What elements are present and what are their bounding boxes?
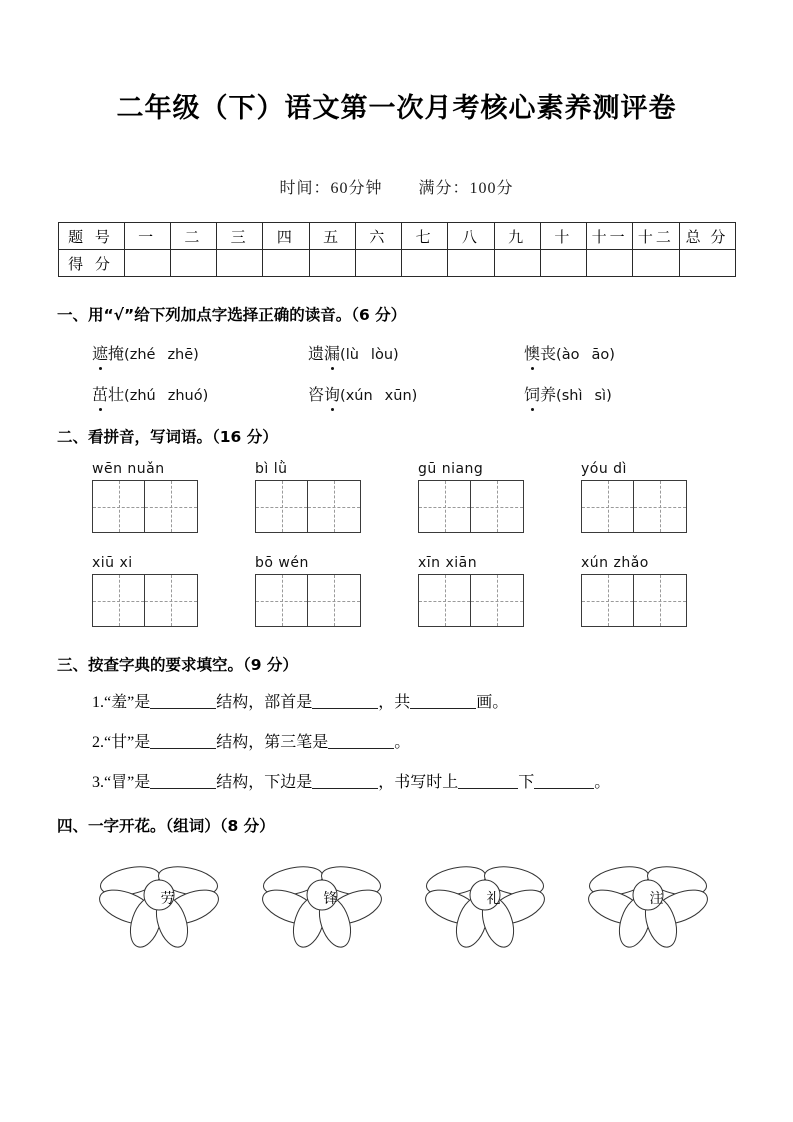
item-text-2: 结构，下边是 xyxy=(216,774,313,792)
score-table-row-label-question: 题 号 xyxy=(58,223,124,250)
pinyin-choice-item[interactable] xyxy=(92,341,308,364)
score-col-6: 六 xyxy=(355,223,401,250)
paren-open: ( xyxy=(340,388,346,405)
score-col-total: 总 分 xyxy=(679,223,735,250)
pinyin-option-b[interactable]: lòu xyxy=(370,347,394,364)
pinyin-choice-item[interactable] xyxy=(524,341,740,364)
tianzige-cell[interactable] xyxy=(308,481,360,532)
item-text-3: ，共 xyxy=(378,694,411,712)
tianzige-pinyin: bō wén xyxy=(255,555,309,572)
fill-blank-item-2 xyxy=(92,729,793,752)
tianzige-box[interactable] xyxy=(255,574,361,627)
tianzige-cell[interactable] xyxy=(145,575,197,626)
pinyin-choice-item[interactable] xyxy=(308,341,524,364)
exam-time: 时间：60分钟 xyxy=(279,180,383,198)
section-1-heading: 一、用“√”给下列加点字选择正确的读音。（6 分） xyxy=(57,306,407,325)
flower-diagram-icon xyxy=(418,852,558,952)
tianzige-box[interactable] xyxy=(581,574,687,627)
fill-blank-item-3 xyxy=(92,769,793,792)
item-text-1: “冒”是 xyxy=(104,774,151,792)
item-number: 3. xyxy=(92,774,104,792)
item-text-2: 结构，部首是 xyxy=(216,694,313,712)
dotted-char: 遮 xyxy=(92,341,108,364)
item-text-2: 结构，第三笔是 xyxy=(216,734,329,752)
paren-close: ) xyxy=(606,388,612,405)
dotted-char: 询 xyxy=(324,382,340,405)
word-flower-3[interactable] xyxy=(418,852,581,952)
exam-total-score: 满分：100分 xyxy=(418,180,514,198)
tianzige-cell[interactable] xyxy=(145,481,197,532)
score-col-3: 三 xyxy=(217,223,263,250)
flower-center-char: 锋 xyxy=(323,891,338,908)
score-table-row-label-score: 得 分 xyxy=(58,250,124,277)
answer-blank[interactable] xyxy=(410,693,476,709)
item-number: 2. xyxy=(92,734,104,752)
pinyin-option-b[interactable]: xūn xyxy=(384,388,412,405)
tianzige-pinyin: xún zhǎo xyxy=(581,555,649,572)
tianzige-pinyin: bì lǜ xyxy=(255,461,288,478)
section-4-heading: 四、一字开花。（组词）（8 分） xyxy=(57,817,275,836)
tianzige-block xyxy=(92,461,255,533)
tianzige-cell[interactable] xyxy=(256,575,308,626)
pinyin-option-b[interactable]: sì xyxy=(594,388,607,405)
dotted-char: 茁 xyxy=(92,382,108,405)
tianzige-box[interactable] xyxy=(581,480,687,533)
score-cell-9[interactable] xyxy=(494,250,540,277)
tianzige-box[interactable] xyxy=(255,480,361,533)
section-3 xyxy=(0,653,793,792)
word-char: 壮 xyxy=(108,387,125,405)
score-col-8: 八 xyxy=(448,223,494,250)
pinyin-option-a[interactable]: zhé xyxy=(129,347,156,364)
flower-diagram-icon xyxy=(581,852,721,952)
score-cell-5[interactable] xyxy=(309,250,355,277)
tianzige-pinyin: yóu dì xyxy=(581,461,627,478)
fill-blank-item-1 xyxy=(92,689,793,712)
score-cell-1[interactable] xyxy=(124,250,170,277)
score-cell-total[interactable] xyxy=(679,250,735,277)
pinyin-option-a[interactable]: zhú xyxy=(129,388,156,405)
tianzige-pinyin: xīn xiān xyxy=(418,555,478,572)
word-char: 掩 xyxy=(108,346,125,364)
pinyin-option-a[interactable]: lù xyxy=(345,347,359,364)
tianzige-box[interactable] xyxy=(92,574,198,627)
section-1 xyxy=(0,303,793,405)
word-char: 养 xyxy=(540,387,557,405)
pinyin-choice-item[interactable] xyxy=(524,382,740,405)
word-flower-2[interactable] xyxy=(255,852,418,952)
dotted-char: 懊 xyxy=(524,341,540,364)
tianzige-block xyxy=(418,555,581,627)
paren-close: ) xyxy=(609,347,615,364)
pinyin-choice-row xyxy=(92,382,793,405)
item-text-1: “甘”是 xyxy=(104,734,151,752)
paren-open: ( xyxy=(124,347,130,364)
paren-close: ) xyxy=(202,388,209,405)
tianzige-row-1 xyxy=(92,461,793,533)
table-row-scores xyxy=(58,250,735,277)
tianzige-box[interactable] xyxy=(92,480,198,533)
section-4 xyxy=(0,814,793,952)
paren-open: ( xyxy=(556,347,562,364)
tianzige-block xyxy=(255,555,418,627)
score-cell-6[interactable] xyxy=(355,250,401,277)
paren-close: ) xyxy=(411,388,418,405)
pinyin-option-a[interactable]: ào xyxy=(561,347,580,364)
tianzige-pinyin: xiū xi xyxy=(92,555,133,572)
word-char: 遗 xyxy=(308,346,325,364)
item-text-1: “羞”是 xyxy=(104,694,151,712)
section-2 xyxy=(0,425,793,627)
tianzige-block xyxy=(418,461,581,533)
flower-diagram-icon xyxy=(255,852,395,952)
item-text-4: 画。 xyxy=(476,694,509,712)
table-row-question-numbers xyxy=(58,223,735,250)
pinyin-option-a[interactable]: xún xyxy=(345,388,373,405)
flower-center-char: 劳 xyxy=(160,891,175,908)
pinyin-option-b[interactable]: zhē xyxy=(167,347,194,364)
paren-close: ) xyxy=(193,347,199,364)
dotted-char: 漏 xyxy=(324,341,340,364)
section-2-heading: 二、看拼音，写词语。（16 分） xyxy=(57,428,278,447)
tianzige-cell[interactable] xyxy=(419,481,471,532)
answer-blank[interactable] xyxy=(312,773,378,789)
paren-open: ( xyxy=(340,347,346,364)
score-col-5: 五 xyxy=(309,223,355,250)
score-cell-8[interactable] xyxy=(448,250,494,277)
tianzige-pinyin: gū niang xyxy=(418,461,484,478)
tianzige-pinyin: wēn nuǎn xyxy=(92,461,165,478)
pinyin-option-b[interactable]: zhuó xyxy=(167,388,203,405)
tianzige-cell[interactable] xyxy=(93,575,145,626)
flower-diagram-icon xyxy=(92,852,232,952)
tianzige-row-2 xyxy=(92,555,793,627)
score-col-1: 一 xyxy=(124,223,170,250)
answer-blank[interactable] xyxy=(328,733,394,749)
word-char: 丧 xyxy=(540,346,557,364)
score-cell-11[interactable] xyxy=(587,250,633,277)
answer-blank[interactable] xyxy=(312,693,378,709)
tianzige-cell[interactable] xyxy=(471,481,523,532)
answer-blank[interactable] xyxy=(534,773,594,789)
score-cell-12[interactable] xyxy=(633,250,679,277)
score-cell-3[interactable] xyxy=(217,250,263,277)
tianzige-cell[interactable] xyxy=(634,575,686,626)
pinyin-option-b[interactable]: āo xyxy=(591,347,610,364)
flower-center-char: 注 xyxy=(649,891,664,908)
score-col-4: 四 xyxy=(263,223,309,250)
answer-blank[interactable] xyxy=(150,773,216,789)
tianzige-box[interactable] xyxy=(418,480,524,533)
paren-open: ( xyxy=(124,388,130,405)
score-cell-7[interactable] xyxy=(402,250,448,277)
tianzige-block xyxy=(581,555,744,627)
pinyin-choice-item[interactable] xyxy=(308,382,524,405)
score-cell-2[interactable] xyxy=(170,250,216,277)
tianzige-box[interactable] xyxy=(418,574,524,627)
tianzige-cell[interactable] xyxy=(256,481,308,532)
answer-blank[interactable] xyxy=(150,693,216,709)
answer-blank[interactable] xyxy=(150,733,216,749)
tianzige-cell[interactable] xyxy=(93,481,145,532)
word-flower-1[interactable] xyxy=(92,852,255,952)
score-cell-10[interactable] xyxy=(540,250,586,277)
dotted-char: 饲 xyxy=(524,382,540,405)
item-text-5: 。 xyxy=(594,774,611,792)
item-text-4: 下 xyxy=(518,774,535,792)
tianzige-block xyxy=(581,461,744,533)
flower-row xyxy=(92,852,793,952)
score-table xyxy=(58,222,736,277)
pinyin-choice-item[interactable] xyxy=(92,382,308,405)
section-3-heading: 三、按查字典的要求填空。（9 分） xyxy=(57,656,298,675)
score-col-9: 九 xyxy=(494,223,540,250)
section-1-rows xyxy=(0,341,793,405)
score-table-wrapper xyxy=(0,222,793,277)
answer-blank[interactable] xyxy=(458,773,518,789)
tianzige-block xyxy=(255,461,418,533)
flower-center-char: 礼 xyxy=(486,891,501,908)
tianzige-cell[interactable] xyxy=(471,575,523,626)
score-col-7: 七 xyxy=(402,223,448,250)
score-col-11: 十一 xyxy=(587,223,633,250)
paren-close: ) xyxy=(393,347,399,364)
tianzige-block xyxy=(92,555,255,627)
pinyin-choice-row xyxy=(92,341,793,364)
score-col-10: 十 xyxy=(540,223,586,250)
score-col-12: 十二 xyxy=(633,223,679,250)
item-number: 1. xyxy=(92,694,104,712)
section-3-items xyxy=(0,689,793,792)
page-title: 二年级（下）语文第一次月考核心素养测评卷 xyxy=(116,93,677,124)
tianzige-cell[interactable] xyxy=(419,575,471,626)
paren-open: ( xyxy=(556,388,562,405)
item-text-3: 。 xyxy=(394,734,411,752)
word-char: 咨 xyxy=(308,387,325,405)
tianzige-cell[interactable] xyxy=(582,481,634,532)
exam-meta xyxy=(0,175,793,198)
word-flower-4[interactable] xyxy=(581,852,744,952)
tianzige-cell[interactable] xyxy=(582,575,634,626)
item-text-3: ，书写时上 xyxy=(378,774,459,792)
tianzige-cell[interactable] xyxy=(634,481,686,532)
tianzige-cell[interactable] xyxy=(308,575,360,626)
score-cell-4[interactable] xyxy=(263,250,309,277)
pinyin-option-a[interactable]: shì xyxy=(561,388,583,405)
score-col-2: 二 xyxy=(170,223,216,250)
